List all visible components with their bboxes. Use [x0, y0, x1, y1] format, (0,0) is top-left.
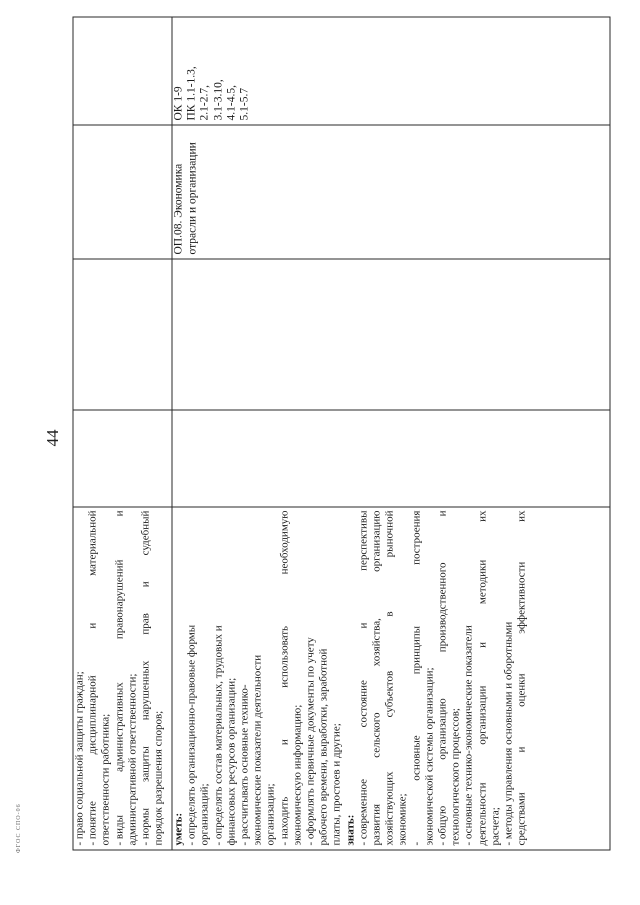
- word: судебный: [139, 510, 152, 555]
- word: перспективы: [356, 510, 369, 571]
- table-row: [73, 17, 172, 850]
- text-line: ответственности работника;: [99, 713, 112, 845]
- text-line: [436, 510, 449, 845]
- text-line: [370, 510, 383, 845]
- word: и: [112, 510, 125, 516]
- word: защиты: [139, 745, 152, 782]
- word: - современное: [356, 778, 369, 845]
- word: - понятие: [86, 800, 99, 845]
- word: оценки: [515, 673, 528, 707]
- text-line: - рассчитывать основные технико-: [238, 683, 251, 845]
- text-line: [139, 510, 152, 845]
- word: эффективности: [515, 561, 528, 634]
- row1-empty-cell: [73, 125, 172, 259]
- word: в: [383, 610, 396, 617]
- word: необходимую: [277, 510, 290, 574]
- word: прав: [139, 612, 152, 635]
- text-line: [476, 510, 489, 845]
- word: сельского: [370, 711, 383, 758]
- footer-stamp: ФГОС СПО-06: [16, 803, 22, 853]
- text-line: порядок разрешения споров;: [152, 710, 165, 845]
- word: материальной: [86, 510, 99, 576]
- word: и: [475, 641, 488, 648]
- discipline-cell: [172, 125, 610, 259]
- word: и: [277, 738, 290, 745]
- text-line: финансовых ресурсов организации;: [224, 677, 237, 845]
- word: - общую: [436, 805, 449, 845]
- competency-code: 3.1-3.10,: [211, 78, 224, 120]
- word: построения: [409, 510, 422, 565]
- text-line: организации;: [264, 782, 277, 845]
- competency-code: ОК 1-9: [172, 85, 184, 120]
- row2-empty-cell: [172, 410, 610, 507]
- text-line: - методы управления основными и оборотными: [502, 621, 515, 845]
- text-line: технологического процессов;: [449, 707, 462, 845]
- word: хозяйства,: [370, 617, 383, 666]
- word: организацию: [436, 697, 449, 760]
- word: средствами: [515, 791, 528, 845]
- word: состояние: [356, 679, 369, 727]
- row1-empty-cell: [73, 17, 172, 125]
- text-line: расчета;: [488, 806, 501, 845]
- text-line: [278, 510, 291, 845]
- table-row: [172, 17, 610, 850]
- text-line: - основные технико-экономические показатели: [462, 624, 475, 845]
- word: - виды: [112, 814, 125, 845]
- word: производственного: [436, 561, 449, 652]
- word: методики: [475, 559, 488, 604]
- word: рыночной: [383, 510, 396, 557]
- word: дисциплинарной: [86, 674, 99, 754]
- competency-code: 4.1-4.5,: [224, 84, 237, 120]
- word: -: [409, 841, 422, 845]
- text-line: административной ответственности;: [125, 673, 138, 845]
- text-line: рабочего времени, выработки, заработной: [317, 648, 330, 845]
- word: принципы: [409, 625, 422, 674]
- text-line: [357, 510, 370, 845]
- word: правонарушений: [112, 559, 125, 639]
- word: развития: [370, 803, 383, 845]
- word: деятельности: [475, 782, 488, 845]
- text-line: знать:: [343, 814, 356, 845]
- word: и: [86, 622, 99, 629]
- word: нарушенных: [139, 660, 152, 720]
- word: - находить: [277, 796, 290, 845]
- text-line: уметь:: [172, 812, 184, 845]
- word: организацию: [370, 510, 383, 572]
- text-line: [410, 510, 423, 845]
- row2-content-cell: [172, 507, 610, 850]
- competency-code: ПК 1.1-1.3,: [185, 65, 198, 120]
- page-number: 44: [43, 429, 62, 447]
- word: организации: [475, 685, 488, 745]
- discipline-name: ОП.08. Экономика отрасли и организации: [172, 141, 198, 254]
- text-line: - определять состав материальных, трудовых и: [211, 624, 224, 845]
- text-line: экономике;: [396, 792, 409, 845]
- word: и: [139, 580, 152, 587]
- text-line: платы, простоев и другие;: [330, 722, 343, 845]
- text-line: экономической системы организации;: [422, 666, 435, 845]
- text-line: - право социальной защиты граждан;: [73, 670, 85, 845]
- text-line: организаций;: [198, 782, 211, 845]
- word: их: [515, 510, 528, 522]
- word: - нормы: [139, 807, 152, 845]
- row1-content-cell: [73, 507, 172, 850]
- row2-empty-cell: [172, 259, 610, 410]
- word: хозяйствующих: [383, 771, 396, 845]
- text-line: экономическую информацию;: [290, 704, 303, 845]
- word: использовать: [277, 625, 290, 688]
- competencies-cell: [172, 17, 610, 125]
- word: административных: [112, 681, 125, 772]
- word: и: [436, 510, 449, 516]
- row1-empty-cell: [73, 410, 172, 507]
- text-line: - определять организационно-правовые формы: [185, 624, 198, 845]
- curriculum-table: [72, 16, 610, 850]
- text-line: - оформлять первичные документы по учету: [304, 636, 317, 845]
- text-line: [383, 510, 396, 845]
- word: основные: [409, 734, 422, 781]
- text-line: экономические показатели деятельности: [251, 654, 264, 845]
- text-line: [113, 510, 126, 845]
- competency-code: 5.1-5.7: [238, 87, 251, 120]
- rotated-page: [72, 22, 609, 850]
- text-line: [515, 510, 528, 845]
- row1-empty-cell: [73, 259, 172, 410]
- text-line: [86, 510, 99, 845]
- word: их: [475, 510, 488, 522]
- word: и: [356, 622, 369, 628]
- word: субъектов: [383, 670, 396, 717]
- competency-code: 2.1-2.7,: [198, 84, 211, 120]
- word: и: [515, 746, 528, 753]
